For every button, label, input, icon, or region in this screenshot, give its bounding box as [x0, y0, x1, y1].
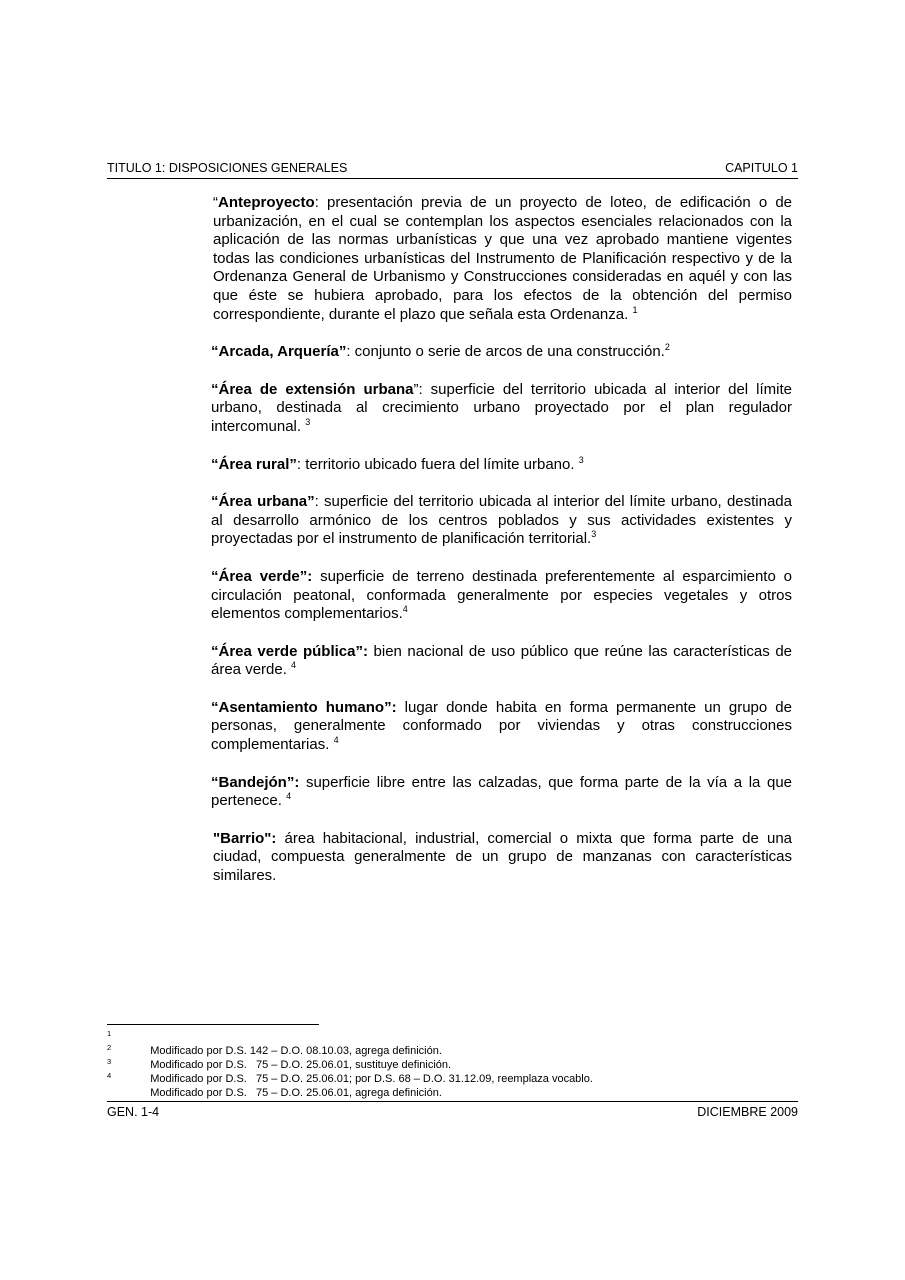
footnote-divider: [107, 1024, 319, 1025]
definition-entry: [211, 774, 792, 811]
definition-entry: [211, 456, 792, 475]
definition-term: “Área urbana”: [211, 493, 315, 511]
definition-entry: [211, 643, 792, 680]
definition-term: Anteproyecto: [218, 194, 315, 211]
definition-text: : conjunto o serie de arcos de una construcción.: [346, 343, 665, 361]
definition-entry: [211, 568, 792, 624]
definition-open-quote: “: [213, 194, 218, 211]
header-title: TITULO 1: DISPOSICIONES GENERALES: [107, 161, 348, 175]
footnote-ref[interactable]: 2: [664, 342, 670, 353]
footnotes: [107, 1029, 797, 1099]
definition-entry: [211, 699, 792, 755]
footnote-number: 2: [107, 1043, 112, 1052]
definition-term: “Área de extensión urbana: [211, 380, 414, 398]
footnote-text: Modificado por D.S. 142 – D.O. 08.10.03, agrega definición.: [150, 1045, 442, 1057]
page-footer: [107, 1101, 798, 1121]
definition-term: “Área rural”: [211, 455, 297, 473]
footnote-text: Modificado por D.S. 75 – D.O. 25.06.01, agrega definición.: [150, 1087, 442, 1099]
definition-entry: [211, 830, 792, 886]
footnote-ref[interactable]: 3: [591, 529, 597, 540]
footnote-ref[interactable]: 3: [578, 454, 584, 465]
definition-term: “Área verde”:: [211, 567, 313, 585]
footnote-ref[interactable]: 3: [305, 416, 311, 427]
definition-text: lugar donde habita en forma permanente un grupo de personas, generalmente conformado por viviendas y otras construcciones complementarias.: [211, 698, 792, 754]
footnote-ref[interactable]: 4: [291, 660, 297, 671]
definition-text: área habitacional, industrial, comercial o mixta que forma parte de una ciudad, compuesta generalmente de un grupo de manzanas con características similares.: [213, 829, 792, 885]
definition-term: “Bandejón”:: [211, 773, 300, 791]
definition-entry: [211, 381, 792, 437]
footnote-ref[interactable]: 1: [632, 304, 638, 315]
definition-text: ”: superficie del territorio ubicada al interior del límite urbano, destinada al crecimiento urbano proyectado por el plan regulador intercomunal.: [211, 380, 792, 435]
footnote-ref[interactable]: 4: [402, 604, 408, 615]
footnote-ref[interactable]: 4: [286, 791, 292, 802]
definition-text: : presentación previa de un proyecto de loteo, de edificación o de urbanización, en el cual se contemplan los aspectos esenciales relacionados con la aplicación de las normas urbanísticas y que una vez aprobado mantiene vigentes todas las condiciones urbanísticas del Instrumento de Planificación respectivo y de la Ordenanza General de Urbanismo y Construcciones consideradas en aquél y con las que éste se hubiera aprobado, para los efectos de la obtención del permiso correspondiente, durante el plazo que señala esta Ordenanza.: [213, 194, 792, 323]
footnote-ref[interactable]: 4: [333, 735, 339, 746]
page-header: [107, 161, 798, 179]
definition-term: "Barrio":: [213, 829, 277, 847]
definitions-list: [211, 194, 792, 905]
footnote: [107, 1029, 797, 1057]
definition-text: bien nacional de uso público que reúne las características de área verde.: [211, 642, 793, 679]
footnote: [107, 1043, 797, 1071]
footnote-text: Modificado por D.S. 75 – D.O. 25.06.01; por D.S. 68 – D.O. 31.12.09, reemplaza vocablo.: [150, 1073, 593, 1085]
definition-term: “Asentamiento humano”:: [211, 698, 397, 716]
definition-text: : superficie del territorio ubicada al interior del límite urbano, destinada al desarrollo armónico de los centros poblados y sus actividades existentes y proyectadas por el instrumento de planificación territorial.: [211, 493, 792, 548]
definition-entry: [211, 343, 792, 362]
footnote: [107, 1057, 797, 1085]
footer-date: DICIEMBRE 2009: [697, 1105, 798, 1119]
definition-text: superficie de terreno destinada preferentemente al esparcimiento o circulación peatonal, conformada generalmente por especies vegetales y otros elementos complementarios.: [211, 567, 792, 623]
footnote-number: 3: [107, 1057, 112, 1066]
footnote-number: 4: [107, 1071, 112, 1080]
definition-entry: [211, 493, 792, 549]
header-chapter: CAPITULO 1: [725, 161, 798, 175]
definition-term: “Arcada, Arquería”: [211, 343, 347, 361]
footnote-text: Modificado por D.S. 75 – D.O. 25.06.01, sustituye definición.: [150, 1059, 452, 1071]
footnote: [107, 1071, 797, 1099]
footnote-number: 1: [107, 1029, 112, 1038]
definition-entry: [211, 194, 792, 324]
definition-text: superficie libre entre las calzadas, que forma parte de la vía a la que pertenece.: [211, 773, 792, 810]
definition-text: : territorio ubicado fuera del límite urbano.: [296, 455, 579, 473]
page-number: GEN. 1-4: [107, 1105, 160, 1119]
definition-term: “Área verde pública”:: [211, 642, 368, 660]
